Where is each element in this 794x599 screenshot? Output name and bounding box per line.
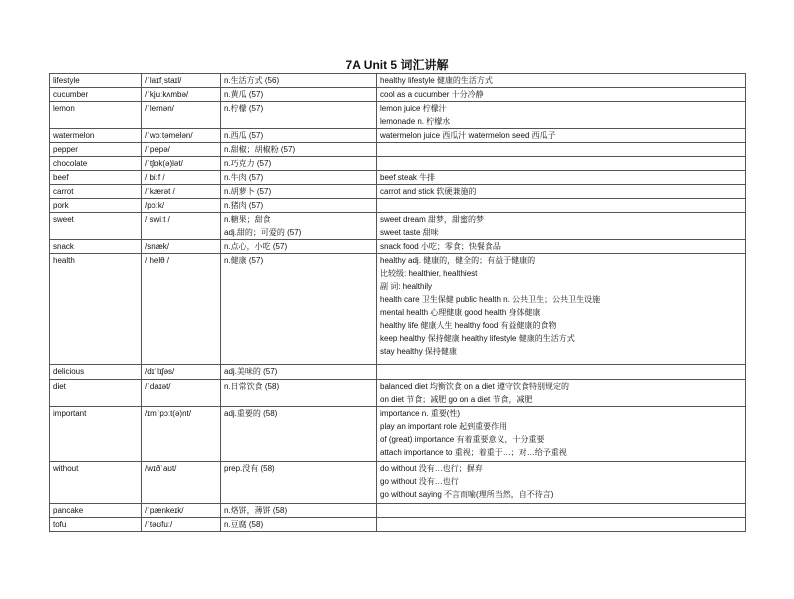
phonetic-text: /ˈkærət / — [145, 187, 175, 196]
notes-line: importance n. 重要(性) — [380, 409, 461, 418]
phonetic-cell — [142, 504, 221, 518]
word-cell — [50, 199, 142, 213]
vocab-row — [50, 88, 746, 102]
word-cell — [50, 380, 142, 407]
phonetic-cell — [142, 380, 221, 407]
vocabulary-table — [49, 73, 746, 532]
vocab-row — [50, 254, 746, 365]
vocab-row — [50, 518, 746, 532]
word-cell — [50, 171, 142, 185]
meaning-cell — [221, 240, 377, 254]
notes-line: snack food 小吃；零食；快餐食品 — [380, 242, 501, 251]
vocab-row — [50, 129, 746, 143]
notes-line: healthy adj. 健康的，健全的；有益于健康的 — [380, 256, 536, 265]
notes-cell — [377, 504, 746, 518]
word-cell — [50, 518, 142, 532]
phonetic-cell — [142, 129, 221, 143]
phonetic-cell — [142, 518, 221, 532]
vocab-row — [50, 213, 746, 240]
word-text: cucumber — [53, 90, 89, 99]
notes-cell — [377, 462, 746, 504]
vocab-row — [50, 240, 746, 254]
vocabulary-table-body — [50, 74, 746, 532]
notes-line: watermelon juice 西瓜汁 watermelon seed 西瓜子 — [380, 131, 556, 140]
phonetic-text: /pɔːk/ — [145, 201, 165, 210]
notes-cell — [377, 129, 746, 143]
phonetic-cell — [142, 102, 221, 129]
vocab-row — [50, 504, 746, 518]
phonetic-text: /ˈlemən/ — [145, 104, 174, 113]
meaning-cell — [221, 171, 377, 185]
notes-line: play an important role 起到重要作用 — [380, 422, 508, 431]
word-cell — [50, 129, 142, 143]
word-cell — [50, 74, 142, 88]
vocab-row — [50, 74, 746, 88]
notes-line: mental health 心理健康 good health 身体健康 — [380, 308, 541, 317]
phonetic-cell — [142, 74, 221, 88]
notes-cell — [377, 171, 746, 185]
word-cell — [50, 88, 142, 102]
phonetic-cell — [142, 213, 221, 240]
meaning-cell — [221, 254, 377, 365]
word-text: lifestyle — [53, 76, 80, 85]
notes-line: lemonade n. 柠檬水 — [380, 117, 451, 126]
word-text: chocolate — [53, 159, 88, 168]
meaning-line: n.糖果；甜食 — [224, 215, 271, 224]
phonetic-text: /ˈkjuːkʌmbə/ — [145, 90, 189, 99]
vocab-row — [50, 462, 746, 504]
meaning-cell — [221, 365, 377, 380]
word-text: carrot — [53, 187, 74, 196]
phonetic-text: /ˈlaɪfˌstaɪl/ — [145, 76, 182, 85]
notes-line: carrot and stick 软硬兼施的 — [380, 187, 477, 196]
word-cell — [50, 185, 142, 199]
meaning-line: n.生活方式 (56) — [224, 76, 280, 85]
notes-line: beef steak 牛排 — [380, 173, 436, 182]
phonetic-text: /dɪˈlɪʃəs/ — [145, 367, 175, 376]
vocab-row — [50, 171, 746, 185]
notes-line: go without saying 不言而喻(理所当然，自不待言) — [380, 490, 554, 499]
meaning-cell — [221, 504, 377, 518]
word-cell — [50, 102, 142, 129]
notes-line: of (great) importance 有着重要意义，十分重要 — [380, 435, 545, 444]
meaning-line: n.日常饮食 (58) — [224, 382, 280, 391]
meaning-cell — [221, 143, 377, 157]
meaning-line: n.西瓜 (57) — [224, 131, 264, 140]
word-text: snack — [53, 242, 74, 251]
meaning-line: n.牛肉 (57) — [224, 173, 264, 182]
word-text: tofu — [53, 520, 67, 529]
phonetic-text: /ˈpænkeɪk/ — [145, 506, 184, 515]
meaning-line: adj.美味的 (57) — [224, 367, 278, 376]
notes-line: cool as a cucumber 十分冷静 — [380, 90, 484, 99]
vocab-row — [50, 380, 746, 407]
notes-cell — [377, 102, 746, 129]
word-text: watermelon — [53, 131, 95, 140]
phonetic-cell — [142, 171, 221, 185]
phonetic-cell — [142, 462, 221, 504]
word-text: lemon — [53, 104, 75, 113]
meaning-line: n.点心，小吃 (57) — [224, 242, 288, 251]
word-cell — [50, 143, 142, 157]
word-cell — [50, 254, 142, 365]
meaning-cell — [221, 380, 377, 407]
notes-cell — [377, 254, 746, 365]
notes-cell — [377, 407, 746, 462]
phonetic-text: /ˈpepə/ — [145, 145, 170, 154]
notes-line: keep healthy 保持健康 healthy lifestyle 健康的生活方式 — [380, 334, 575, 343]
meaning-cell — [221, 129, 377, 143]
meaning-line: n.甜椒；胡椒粉 (57) — [224, 145, 296, 154]
phonetic-cell — [142, 157, 221, 171]
phonetic-cell — [142, 185, 221, 199]
notes-cell — [377, 74, 746, 88]
vocab-row — [50, 407, 746, 462]
phonetic-cell — [142, 143, 221, 157]
notes-line: health care 卫生保健 public health n. 公共卫生；公共卫生设施 — [380, 295, 601, 304]
phonetic-text: / helθ / — [145, 256, 170, 265]
vocab-row — [50, 143, 746, 157]
notes-line: sweet dream 甜梦，甜蜜的梦 — [380, 215, 485, 224]
meaning-cell — [221, 199, 377, 213]
vocab-row — [50, 185, 746, 199]
vocab-row — [50, 157, 746, 171]
phonetic-text: /ˈtʃɒk(ə)lət/ — [145, 159, 183, 168]
phonetic-text: / swiːt / — [145, 215, 170, 224]
phonetic-cell — [142, 199, 221, 213]
phonetic-text: /wɪðˈaʊt/ — [145, 464, 177, 473]
meaning-line: adj.甜的；可爱的 (57) — [224, 228, 302, 237]
word-text: pancake — [53, 506, 84, 515]
notes-cell — [377, 199, 746, 213]
word-text: sweet — [53, 215, 74, 224]
notes-line: on diet 节食；减肥 go on a diet 节食，减肥 — [380, 395, 533, 404]
phonetic-text: / biːf / — [145, 173, 165, 182]
notes-cell — [377, 213, 746, 240]
meaning-cell — [221, 407, 377, 462]
meaning-line: n.胡萝卜 (57) — [224, 187, 272, 196]
notes-line: healthy life 健康人生 healthy food 有益健康的食物 — [380, 321, 557, 330]
word-text: pork — [53, 201, 69, 210]
meaning-cell — [221, 74, 377, 88]
meaning-cell — [221, 518, 377, 532]
word-text: beef — [53, 173, 69, 182]
phonetic-cell — [142, 240, 221, 254]
notes-line: go without 没有…也行 — [380, 477, 459, 486]
meaning-line: n.猪肉 (57) — [224, 201, 264, 210]
notes-line: attach importance to 重视；着重于…；对…给予重视 — [380, 448, 567, 457]
word-text: health — [53, 256, 75, 265]
word-text: important — [53, 409, 87, 418]
meaning-line: adj.重要的 (58) — [224, 409, 278, 418]
phonetic-text: /snæk/ — [145, 242, 170, 251]
word-cell — [50, 462, 142, 504]
meaning-line: n.烙饼，薄饼 (58) — [224, 506, 288, 515]
notes-cell — [377, 380, 746, 407]
meaning-line: n.豆腐 (58) — [224, 520, 264, 529]
word-text: diet — [53, 382, 66, 391]
word-cell — [50, 157, 142, 171]
meaning-line: n.柠檬 (57) — [224, 104, 264, 113]
notes-line: 比较级: healthier, healthiest — [380, 269, 478, 278]
notes-line: stay healthy 保持健康 — [380, 347, 457, 356]
vocab-row — [50, 199, 746, 213]
word-cell — [50, 504, 142, 518]
word-text: delicious — [53, 367, 85, 376]
notes-line: healthy lifestyle 健康的生活方式 — [380, 76, 493, 85]
notes-cell — [377, 365, 746, 380]
meaning-cell — [221, 88, 377, 102]
meaning-line: n.健康 (57) — [224, 256, 264, 265]
meaning-line: prep.没有 (58) — [224, 464, 275, 473]
vocab-row — [50, 365, 746, 380]
phonetic-cell — [142, 254, 221, 365]
word-cell — [50, 407, 142, 462]
notes-line: do without 没有…也行；摒弃 — [380, 464, 483, 473]
notes-line: sweet taste 甜味 — [380, 228, 439, 237]
meaning-cell — [221, 213, 377, 240]
phonetic-text: /ˈdaɪət/ — [145, 382, 171, 391]
notes-line: balanced diet 均衡饮食 on a diet 遵守饮食特别规定的 — [380, 382, 569, 391]
notes-cell — [377, 518, 746, 532]
phonetic-cell — [142, 88, 221, 102]
word-text: without — [53, 464, 79, 473]
meaning-cell — [221, 157, 377, 171]
phonetic-cell — [142, 365, 221, 380]
word-text: pepper — [53, 145, 78, 154]
meaning-cell — [221, 102, 377, 129]
word-cell — [50, 240, 142, 254]
meaning-cell — [221, 185, 377, 199]
notes-cell — [377, 88, 746, 102]
notes-line: 副 词: healthily — [380, 282, 433, 291]
notes-cell — [377, 143, 746, 157]
vocab-row — [50, 102, 746, 129]
phonetic-text: /ˈwɔːtəmelən/ — [145, 131, 193, 140]
word-cell — [50, 365, 142, 380]
meaning-line: n.黄瓜 (57) — [224, 90, 264, 99]
phonetic-cell — [142, 407, 221, 462]
meaning-line: n.巧克力 (57) — [224, 159, 272, 168]
phonetic-text: /ɪmˈpɔːt(ə)nt/ — [145, 409, 191, 418]
notes-line: lemon juice 柠檬汁 — [380, 104, 447, 113]
word-cell — [50, 213, 142, 240]
phonetic-text: /ˈtəʊfuː/ — [145, 520, 173, 529]
notes-cell — [377, 157, 746, 171]
page-title: 7A Unit 5 词汇讲解 — [345, 58, 449, 72]
meaning-cell — [221, 462, 377, 504]
notes-cell — [377, 240, 746, 254]
notes-cell — [377, 185, 746, 199]
